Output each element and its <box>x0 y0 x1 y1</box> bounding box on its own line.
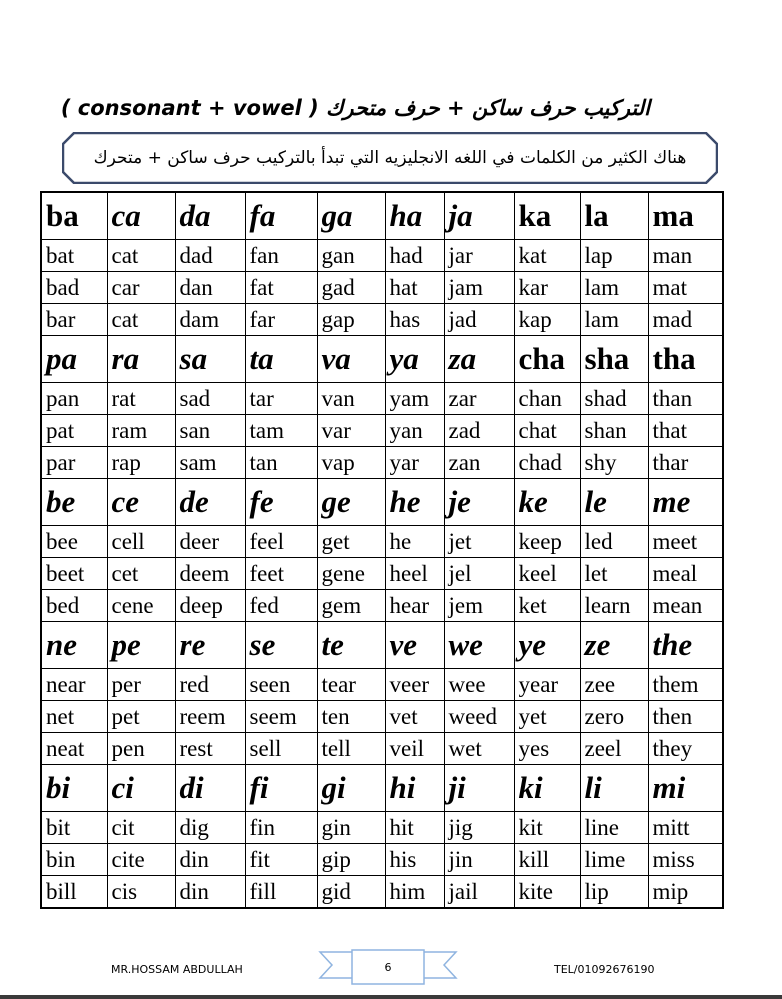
syllable-header-cell: ci <box>107 765 175 812</box>
word-cell: dam <box>175 304 245 336</box>
word-cell: vap <box>317 447 385 479</box>
word-cell: mad <box>648 304 723 336</box>
word-cell: gap <box>317 304 385 336</box>
syllable-header-row <box>41 336 723 383</box>
word-cell: cene <box>107 590 175 622</box>
syllable-header-cell: de <box>175 479 245 526</box>
word-row <box>41 415 723 447</box>
syllable-header-cell: tha <box>648 336 723 383</box>
word-cell: kar <box>514 272 580 304</box>
word-cell: kill <box>514 844 580 876</box>
word-cell: per <box>107 669 175 701</box>
word-cell: jel <box>444 558 514 590</box>
word-cell: learn <box>580 590 648 622</box>
word-cell: tan <box>245 447 317 479</box>
word-cell: weed <box>444 701 514 733</box>
word-cell: mitt <box>648 812 723 844</box>
syllable-header-cell: la <box>580 192 648 240</box>
word-cell: beet <box>41 558 107 590</box>
syllable-header-cell: cha <box>514 336 580 383</box>
word-cell: hear <box>385 590 444 622</box>
page-title: التركيب حرف ساكن + حرف متحرك ( consonant + vowel ) <box>60 96 650 120</box>
word-cell: near <box>41 669 107 701</box>
phone-number: TEL/01092676190 <box>554 963 655 976</box>
word-cell: tar <box>245 383 317 415</box>
word-cell: car <box>107 272 175 304</box>
syllable-header-cell: ta <box>245 336 317 383</box>
intro-text: هناك الكثير من الكلمات في اللغه الانجليزيه التي تبدأ بالتركيب حرف ساكن + متحرك <box>93 148 687 168</box>
word-row <box>41 733 723 765</box>
word-cell: them <box>648 669 723 701</box>
syllable-header-cell: ha <box>385 192 444 240</box>
word-cell: they <box>648 733 723 765</box>
syllable-table <box>40 191 724 909</box>
word-cell: rest <box>175 733 245 765</box>
word-cell: cat <box>107 304 175 336</box>
syllable-header-cell: va <box>317 336 385 383</box>
word-row <box>41 812 723 844</box>
word-cell: cite <box>107 844 175 876</box>
syllable-header-row <box>41 765 723 812</box>
word-cell: var <box>317 415 385 447</box>
syllable-header-cell: he <box>385 479 444 526</box>
syllable-header-row <box>41 192 723 240</box>
word-cell: kat <box>514 240 580 272</box>
word-row <box>41 590 723 622</box>
syllable-header-cell: ma <box>648 192 723 240</box>
syllable-header-cell: ca <box>107 192 175 240</box>
word-cell: veil <box>385 733 444 765</box>
word-row <box>41 383 723 415</box>
word-row <box>41 669 723 701</box>
word-cell: cit <box>107 812 175 844</box>
word-cell: chad <box>514 447 580 479</box>
word-cell: mean <box>648 590 723 622</box>
syllable-header-cell: ja <box>444 192 514 240</box>
word-cell: bill <box>41 876 107 909</box>
word-cell: jem <box>444 590 514 622</box>
word-cell: him <box>385 876 444 909</box>
word-cell: gad <box>317 272 385 304</box>
word-cell: lime <box>580 844 648 876</box>
word-cell: fan <box>245 240 317 272</box>
word-cell: reem <box>175 701 245 733</box>
word-cell: fin <box>245 812 317 844</box>
word-cell: hit <box>385 812 444 844</box>
word-cell: gin <box>317 812 385 844</box>
word-cell: tell <box>317 733 385 765</box>
word-cell: jet <box>444 526 514 558</box>
syllable-header-cell: sha <box>580 336 648 383</box>
word-cell: hat <box>385 272 444 304</box>
syllable-header-cell: hi <box>385 765 444 812</box>
word-row <box>41 304 723 336</box>
word-row <box>41 447 723 479</box>
word-cell: feet <box>245 558 317 590</box>
syllable-header-cell: the <box>648 622 723 669</box>
word-cell: bit <box>41 812 107 844</box>
word-cell: keep <box>514 526 580 558</box>
syllable-header-cell: li <box>580 765 648 812</box>
word-cell: san <box>175 415 245 447</box>
word-cell: line <box>580 812 648 844</box>
syllable-header-cell: fe <box>245 479 317 526</box>
word-cell: gid <box>317 876 385 909</box>
syllable-header-cell: ka <box>514 192 580 240</box>
syllable-header-cell: je <box>444 479 514 526</box>
word-cell: deer <box>175 526 245 558</box>
word-cell: had <box>385 240 444 272</box>
word-cell: zar <box>444 383 514 415</box>
word-cell: din <box>175 844 245 876</box>
word-cell: kap <box>514 304 580 336</box>
word-cell: neat <box>41 733 107 765</box>
word-cell: yet <box>514 701 580 733</box>
word-cell: zeel <box>580 733 648 765</box>
word-cell: jin <box>444 844 514 876</box>
syllable-header-row <box>41 479 723 526</box>
syllable-header-cell: ce <box>107 479 175 526</box>
syllable-header-cell: le <box>580 479 648 526</box>
word-row <box>41 701 723 733</box>
word-cell: chan <box>514 383 580 415</box>
word-cell: get <box>317 526 385 558</box>
syllable-header-cell: we <box>444 622 514 669</box>
word-cell: feel <box>245 526 317 558</box>
word-cell: bin <box>41 844 107 876</box>
word-cell: fat <box>245 272 317 304</box>
word-cell: bee <box>41 526 107 558</box>
word-row <box>41 526 723 558</box>
syllable-header-cell: te <box>317 622 385 669</box>
syllable-header-cell: ke <box>514 479 580 526</box>
word-cell: wet <box>444 733 514 765</box>
word-cell: pen <box>107 733 175 765</box>
syllable-header-row <box>41 622 723 669</box>
syllable-header-cell: ve <box>385 622 444 669</box>
word-row <box>41 844 723 876</box>
word-cell: yan <box>385 415 444 447</box>
word-cell: tear <box>317 669 385 701</box>
word-cell: lam <box>580 304 648 336</box>
word-cell: shad <box>580 383 648 415</box>
word-cell: lam <box>580 272 648 304</box>
intro-banner <box>62 132 718 184</box>
word-cell: meal <box>648 558 723 590</box>
word-cell: cis <box>107 876 175 909</box>
word-cell: lap <box>580 240 648 272</box>
word-cell: his <box>385 844 444 876</box>
syllable-header-cell: ya <box>385 336 444 383</box>
syllable-header-cell: sa <box>175 336 245 383</box>
syllable-header-cell: ki <box>514 765 580 812</box>
syllable-header-cell: za <box>444 336 514 383</box>
word-cell: fill <box>245 876 317 909</box>
word-cell: cell <box>107 526 175 558</box>
syllable-header-cell: ye <box>514 622 580 669</box>
syllable-header-cell: pe <box>107 622 175 669</box>
word-cell: far <box>245 304 317 336</box>
word-cell: fit <box>245 844 317 876</box>
syllable-header-cell: gi <box>317 765 385 812</box>
word-cell: deem <box>175 558 245 590</box>
word-cell: dig <box>175 812 245 844</box>
syllable-header-cell: da <box>175 192 245 240</box>
word-cell: deep <box>175 590 245 622</box>
word-cell: rat <box>107 383 175 415</box>
syllable-header-cell: ga <box>317 192 385 240</box>
word-cell: cat <box>107 240 175 272</box>
word-cell: van <box>317 383 385 415</box>
syllable-header-cell: be <box>41 479 107 526</box>
syllable-header-cell: di <box>175 765 245 812</box>
word-cell: pet <box>107 701 175 733</box>
word-cell: let <box>580 558 648 590</box>
syllable-header-cell: mi <box>648 765 723 812</box>
word-cell: jar <box>444 240 514 272</box>
word-cell: shy <box>580 447 648 479</box>
page-number-ribbon <box>318 944 458 992</box>
syllable-header-cell: ra <box>107 336 175 383</box>
page-number: 6 <box>384 961 392 974</box>
syllable-header-cell: me <box>648 479 723 526</box>
word-cell: bed <box>41 590 107 622</box>
word-cell: zee <box>580 669 648 701</box>
word-cell: heel <box>385 558 444 590</box>
word-cell: thar <box>648 447 723 479</box>
word-row <box>41 272 723 304</box>
word-cell: yar <box>385 447 444 479</box>
word-cell: man <box>648 240 723 272</box>
word-cell: mat <box>648 272 723 304</box>
word-cell: then <box>648 701 723 733</box>
word-row <box>41 240 723 272</box>
word-row <box>41 876 723 909</box>
word-cell: he <box>385 526 444 558</box>
word-cell: gene <box>317 558 385 590</box>
word-cell: gan <box>317 240 385 272</box>
word-cell: led <box>580 526 648 558</box>
word-cell: jail <box>444 876 514 909</box>
syllable-header-cell: ji <box>444 765 514 812</box>
word-cell: din <box>175 876 245 909</box>
word-cell: seem <box>245 701 317 733</box>
word-cell: seen <box>245 669 317 701</box>
word-cell: dan <box>175 272 245 304</box>
word-cell: jad <box>444 304 514 336</box>
word-cell: zero <box>580 701 648 733</box>
word-cell: sell <box>245 733 317 765</box>
word-cell: fed <box>245 590 317 622</box>
word-cell: miss <box>648 844 723 876</box>
syllable-header-cell: fi <box>245 765 317 812</box>
word-cell: cet <box>107 558 175 590</box>
word-cell: zad <box>444 415 514 447</box>
word-cell: yam <box>385 383 444 415</box>
word-cell: than <box>648 383 723 415</box>
word-cell: meet <box>648 526 723 558</box>
word-cell: veer <box>385 669 444 701</box>
word-cell: kit <box>514 812 580 844</box>
word-cell: bar <box>41 304 107 336</box>
syllable-header-cell: fa <box>245 192 317 240</box>
word-cell: rap <box>107 447 175 479</box>
word-cell: shan <box>580 415 648 447</box>
word-cell: pat <box>41 415 107 447</box>
word-cell: yes <box>514 733 580 765</box>
word-cell: gem <box>317 590 385 622</box>
word-cell: year <box>514 669 580 701</box>
word-cell: dad <box>175 240 245 272</box>
word-cell: lip <box>580 876 648 909</box>
word-cell: ram <box>107 415 175 447</box>
word-cell: ket <box>514 590 580 622</box>
syllable-header-cell: ba <box>41 192 107 240</box>
word-cell: jig <box>444 812 514 844</box>
syllable-header-cell: ze <box>580 622 648 669</box>
word-cell: that <box>648 415 723 447</box>
author-name: MR.HOSSAM ABDULLAH <box>111 963 243 976</box>
bottom-rule <box>0 995 782 999</box>
word-cell: ten <box>317 701 385 733</box>
word-cell: bad <box>41 272 107 304</box>
word-cell: keel <box>514 558 580 590</box>
word-cell: zan <box>444 447 514 479</box>
word-cell: kite <box>514 876 580 909</box>
syllable-header-cell: ge <box>317 479 385 526</box>
word-row <box>41 558 723 590</box>
word-cell: chat <box>514 415 580 447</box>
syllable-header-cell: ne <box>41 622 107 669</box>
word-cell: jam <box>444 272 514 304</box>
word-cell: pan <box>41 383 107 415</box>
word-cell: wee <box>444 669 514 701</box>
word-cell: gip <box>317 844 385 876</box>
syllable-header-cell: bi <box>41 765 107 812</box>
word-cell: red <box>175 669 245 701</box>
word-cell: par <box>41 447 107 479</box>
word-cell: tam <box>245 415 317 447</box>
word-cell: net <box>41 701 107 733</box>
syllable-header-cell: pa <box>41 336 107 383</box>
word-cell: has <box>385 304 444 336</box>
word-cell: bat <box>41 240 107 272</box>
syllable-header-cell: se <box>245 622 317 669</box>
word-cell: sam <box>175 447 245 479</box>
word-cell: sad <box>175 383 245 415</box>
word-cell: mip <box>648 876 723 909</box>
word-cell: vet <box>385 701 444 733</box>
syllable-header-cell: re <box>175 622 245 669</box>
